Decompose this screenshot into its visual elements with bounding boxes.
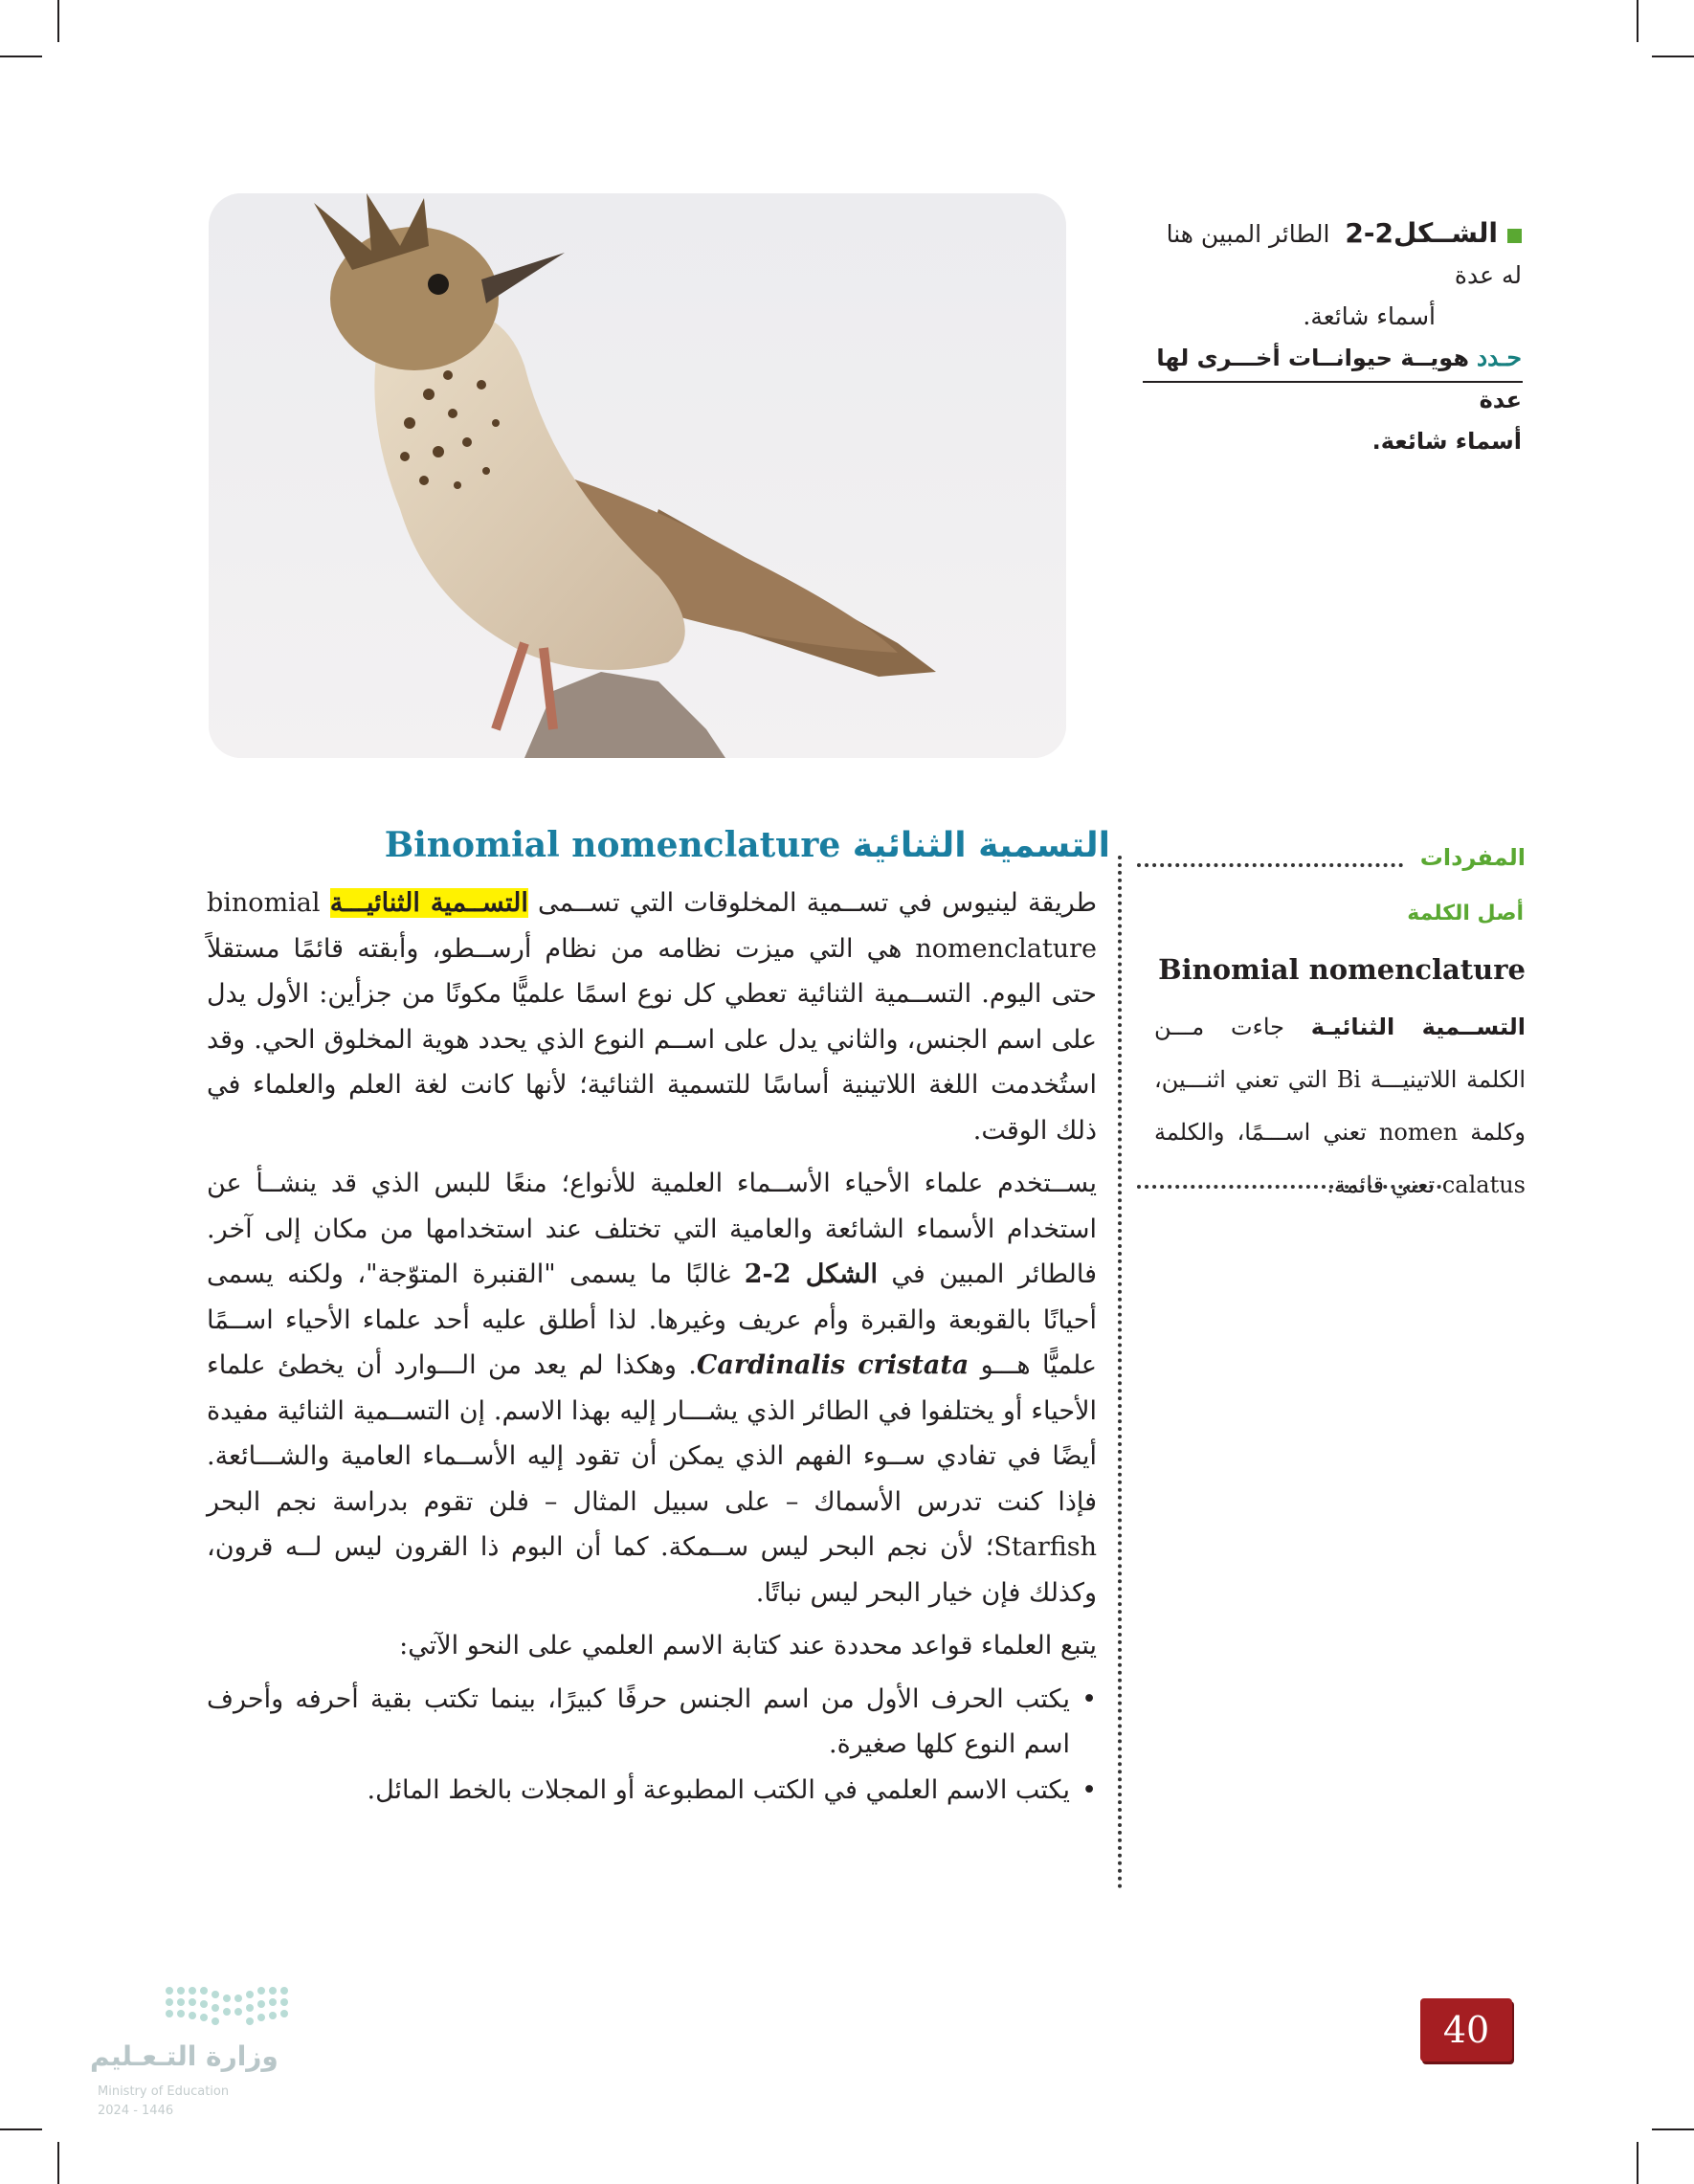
heading-english: Binomial nomenclature bbox=[384, 825, 841, 865]
crop-mark bbox=[1637, 0, 1638, 42]
p1-text-2: هي التي ميزت نظامه من نظام أرســطو، وأبقته قائمًا مستقلاً حتى اليوم. التســمية الثنائية تعطي كل نوع اسمًا علميًّا مكونًا من جزأين: الأول يدل على اسم الجنس، والثاني يدل على اســم النوع الذي يحدد هوية المخلوق الحي. وقد استُخدمت اللغة اللاتينية أساسًا للتسمية الثنائية؛ لأنها كانت لغة العلم والعلماء في ذلك الوقت. bbox=[207, 933, 1097, 1146]
task-verb: حـدد bbox=[1476, 344, 1522, 371]
crop-mark bbox=[0, 56, 42, 57]
bullet-square-icon bbox=[1507, 229, 1522, 243]
caption-divider bbox=[1143, 381, 1523, 383]
vocab-term: Binomial nomenclature bbox=[1158, 953, 1526, 986]
paragraph-3: يتبع العلماء قواعد محددة عند كتابة الاسم العلمي على النحو الآتي: bbox=[399, 1631, 1097, 1660]
p1-english: binomial nomenclature bbox=[207, 888, 1097, 964]
ministry-logo bbox=[78, 1979, 327, 2123]
logo-year: 2024 - 1446 bbox=[98, 2104, 174, 2118]
caption-line-1 bbox=[1141, 212, 1522, 296]
p2-text-2: غالبًا ما يسمى "القنبرة المتوّجة"، ولكنه يسمى أحيانًا بالقوبعة والقبرة وأم عريف وغيرها. لذا أطلق عليه أحد علماء الأحياء اســمًا علميًّا هـــو bbox=[207, 1259, 1097, 1380]
vocab-line-4: تعني قائمة. bbox=[1326, 1171, 1436, 1198]
section-heading bbox=[385, 825, 1110, 865]
crop-mark bbox=[1652, 56, 1694, 57]
p2-text: يســتخدم علماء الأحياء الأســماء العلمية للأنواع؛ منعًا للبس الذي قد ينشــأ عن استخدام الأسماء الشائعة والعامية التي تختلف عند استخدامها من مكان إلى آخر. فالطائر المبين في bbox=[207, 1169, 1097, 1289]
task-text: هويــة حيوانــات أخـــرى لها عدة bbox=[1156, 345, 1522, 413]
logo-english: Ministry of Education bbox=[98, 2084, 230, 2099]
vocab-bold-term: التســمية الثنائيـة bbox=[1310, 1014, 1526, 1040]
logo-arabic: وزارة التـعـليم bbox=[90, 2040, 279, 2072]
column-divider bbox=[1118, 856, 1122, 1889]
task-text-2: أسماء شائعة. bbox=[1371, 428, 1522, 455]
crop-mark bbox=[1637, 2142, 1638, 2184]
heading-arabic: التسمية الثنائية bbox=[852, 826, 1110, 865]
caption-text: الطائر المبين هنا له عدة bbox=[1166, 220, 1522, 289]
main-body-text bbox=[207, 880, 1097, 1813]
vocab-subtitle: أصل الكلمة bbox=[1407, 902, 1524, 925]
p2-text-3: . وهكذا لم يعد من الـــوارد أن يخطئ علماء الأحياء أو يختلفوا في الطائر الذي يشـــار إليه بهذا الاسم. إن التســمية الثنائية مفيدة أيضًا في تفادي ســوء الفهم الذي يمكن أن تقود إليه الأســماء العامية والشـــائعة. فإذا كنت تدرس الأسماك – على سبيل المثال – فلن تقوم بدراسة نجم البحر Starfish؛ لأن نجم البحر ليس ســمكة. كما أن البوم ذا القرون ليس لــه قرون، وكذلك فإن خيار البحر ليس نباتًا. bbox=[207, 1350, 1097, 1608]
crop-mark bbox=[57, 0, 59, 42]
list-item: • يكتب الاسم العلمي في الكتب المطبوعة أو المجلات بالخط المائل. bbox=[207, 1768, 1097, 1814]
page-number: 40 bbox=[1420, 1998, 1512, 2061]
figure-reference: الشكل 2-2 bbox=[744, 1259, 878, 1289]
crop-mark bbox=[1652, 2128, 1694, 2130]
p1-text: طريقة لينيوس في تســمية المخلوقات التي تســمى bbox=[527, 888, 1097, 918]
crop-mark bbox=[0, 2128, 42, 2130]
bird-photo bbox=[209, 193, 1066, 758]
highlighted-term: التســمية الثنائيـــة bbox=[329, 888, 528, 918]
crop-mark bbox=[57, 2142, 59, 2184]
figure-caption bbox=[1141, 212, 1522, 462]
vocab-definition bbox=[1154, 1001, 1526, 1212]
caption-text-2: أسماء شائعة. bbox=[1303, 302, 1436, 330]
rules-list bbox=[207, 1677, 1097, 1814]
figure-number: 2-2 bbox=[1345, 217, 1393, 249]
list-item: • يكتب الحرف الأول من اسم الجنس حرفًا كبيرًا، بينما تكتب بقية أحرفه وأحرف اسم النوع كلها صغيرة. bbox=[207, 1677, 1097, 1768]
vocab-line-1: جاءت مـــن الكلمة bbox=[1154, 1014, 1526, 1093]
paragraph-2 bbox=[207, 1161, 1097, 1616]
vocab-line-3: nomen تعني اســـمًا، والكلمة calatus bbox=[1154, 1119, 1526, 1198]
logo-dots-icon bbox=[78, 1979, 318, 2037]
figure-label: الشــكل bbox=[1393, 217, 1498, 249]
caption-task bbox=[1141, 337, 1522, 421]
paragraph-1 bbox=[207, 880, 1097, 1153]
scientific-name: Cardinalis cristata bbox=[696, 1350, 970, 1380]
vocab-line-2: اللاتينيـــة Bi التي تعني اثنـــين، وكلمة bbox=[1154, 1066, 1526, 1146]
vocab-border-top bbox=[1137, 863, 1403, 867]
vocab-title: المفردات bbox=[1419, 844, 1526, 871]
